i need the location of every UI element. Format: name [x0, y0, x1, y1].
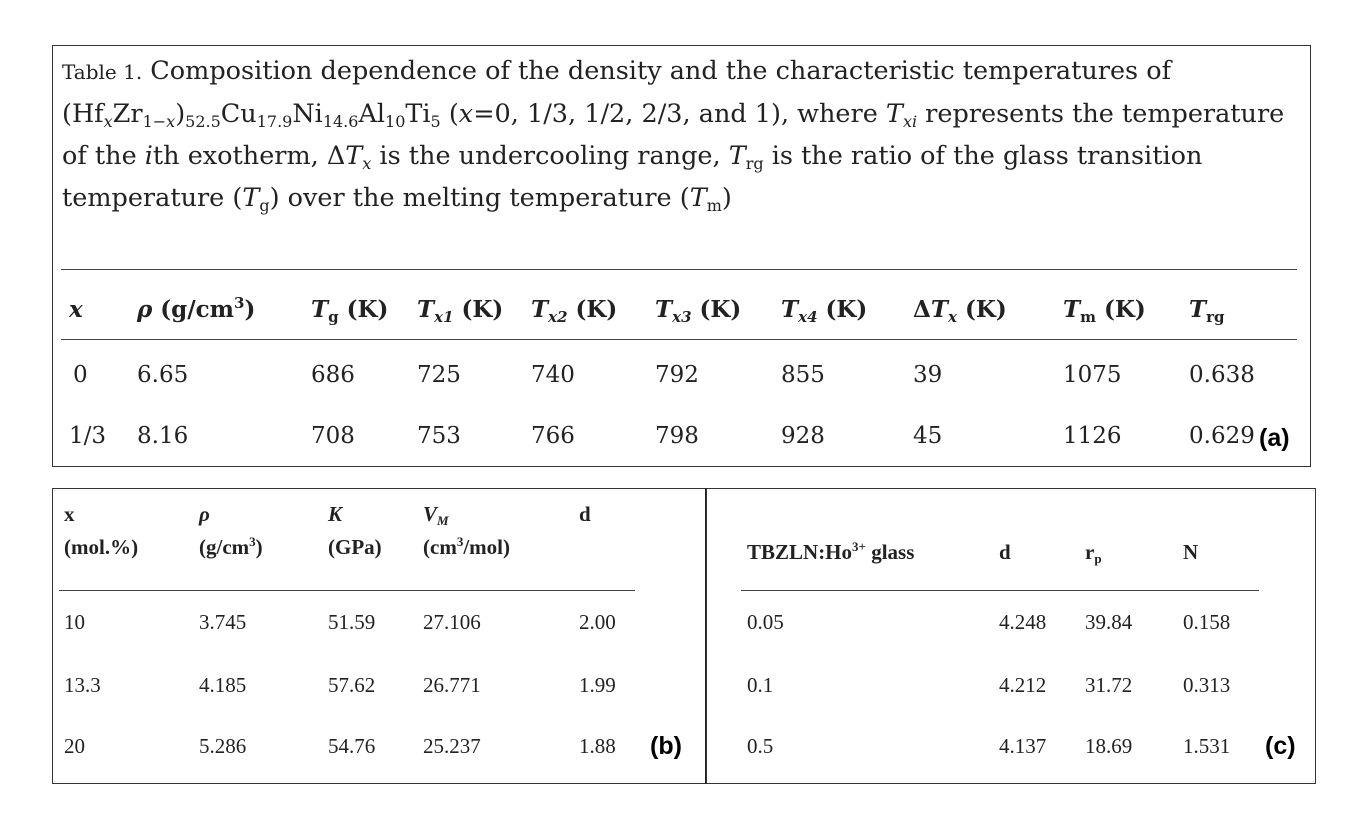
cell-trg: 0.629 [1189, 423, 1255, 449]
caption-sub: x [166, 112, 176, 131]
cell-n: 0.158 [1183, 610, 1231, 634]
col-header-x: x [69, 296, 83, 323]
cell-bulk-modulus: 54.76 [328, 734, 376, 758]
caption-text: =0, 1/3, 1/2, 2/3, and 1), where [473, 99, 886, 129]
caption-var: x [458, 99, 474, 129]
cell-x: 10 [64, 610, 85, 634]
caption-sub: g [259, 196, 270, 215]
panel-tag-c: (c) [1265, 732, 1296, 760]
col-header-tg: $T_g$ (K) [311, 296, 389, 326]
col-header-tx3: $T_{x3}$ (K) [655, 296, 742, 326]
cell-tx1: 753 [417, 423, 461, 449]
panel-a [52, 45, 1311, 467]
cell-x: 13.3 [64, 673, 101, 697]
cell-n: 1.531 [1183, 734, 1231, 758]
cell-delta-tx: 39 [913, 362, 943, 388]
cell-density: 6.65 [137, 362, 189, 388]
cell-n: 0.313 [1183, 673, 1231, 697]
col-header-glass: $TBZLN:Ho^{3+}$ glass [747, 539, 915, 564]
table-c-header-rule [741, 590, 1259, 591]
cell-density: 3.745 [199, 610, 247, 634]
cell-tx4: 855 [781, 362, 825, 388]
caption-var: T [242, 183, 260, 213]
table-a-top-rule [61, 269, 1297, 270]
caption-var: T [345, 141, 363, 171]
panel-tag-a: (a) [1259, 424, 1290, 452]
caption-text: ) over the melting temperature ( [269, 183, 690, 213]
cell-molar-volume: 27.106 [423, 610, 481, 634]
col-header-x: x (mol.%) [64, 502, 139, 559]
cell-density: 5.286 [199, 734, 247, 758]
cell-rp: 39.84 [1085, 610, 1133, 634]
panel-c [706, 488, 1316, 784]
cell-density: 4.185 [199, 673, 247, 697]
cell-tx2: 766 [531, 423, 575, 449]
cell-x: 20 [64, 734, 85, 758]
caption-text: ) [175, 99, 186, 129]
caption-sub: xi [902, 112, 918, 131]
cell-d: 1.99 [579, 673, 616, 697]
cell-tx3: 798 [655, 423, 699, 449]
caption-sub: 5 [430, 112, 441, 131]
cell-bulk-modulus: 51.59 [328, 610, 376, 634]
caption-sub: m [706, 196, 722, 215]
caption-text: is the undercooling range, [371, 141, 729, 171]
caption-text: Cu [220, 99, 257, 129]
col-header-density: ρ $(g/cm^3)$ [199, 502, 263, 559]
panel-tag-b: (b) [650, 732, 682, 760]
caption-text: is the ratio of the glass transition temperature ( [62, 141, 1203, 213]
col-header-molar-volume: $V_M$ $(cm^3/mol)$ [423, 502, 510, 559]
table-b-header-rule [59, 590, 635, 591]
cell-tx2: 740 [531, 362, 575, 388]
caption-text: Ti [405, 99, 431, 129]
col-header-tx4: $T_{x4}$ (K) [781, 296, 868, 326]
caption-text: th exotherm, Δ [152, 141, 346, 171]
col-header-tx2: $T_{x2}$ (K) [531, 296, 618, 326]
caption-sub: x [103, 112, 113, 131]
cell-rp: 18.69 [1085, 734, 1133, 758]
cell-bulk-modulus: 57.62 [328, 673, 376, 697]
caption-var: i [144, 141, 153, 171]
caption-text: Al [358, 99, 386, 129]
cell-density: 8.16 [137, 423, 189, 449]
caption-sub: rg [745, 154, 764, 173]
caption-text: represents the temperature of the [62, 99, 1285, 171]
cell-glass: 0.5 [747, 734, 774, 758]
caption-text: ( [440, 99, 459, 129]
col-header-delta-tx: $\Delta T_x$ (K) [913, 296, 1007, 326]
caption-label: Table 1. [62, 60, 143, 84]
cell-tg: 708 [311, 423, 355, 449]
table-a-header-rule [61, 339, 1297, 340]
table-caption [62, 50, 1302, 219]
caption-text: Composition dependence of the density and the characteristic temperatures of (Hf [62, 56, 1172, 129]
cell-x: 1/3 [69, 423, 107, 449]
panel-b [52, 488, 706, 784]
caption-var: T [885, 99, 903, 129]
cell-glass: 0.05 [747, 610, 784, 634]
caption-text: Ni [292, 99, 323, 129]
caption-text: ) [721, 183, 732, 213]
caption-sub: 1− [142, 112, 167, 131]
caption-var: T [728, 141, 746, 171]
caption-sub: 10 [385, 112, 406, 131]
col-header-trg: $T_{rg}$ [1189, 296, 1225, 326]
caption-sub: 52.5 [185, 112, 221, 131]
cell-tx1: 725 [417, 362, 461, 388]
cell-d: 2.00 [579, 610, 616, 634]
cell-x: 0 [73, 362, 88, 388]
cell-trg: 0.638 [1189, 362, 1255, 388]
cell-d: 4.137 [999, 734, 1047, 758]
col-header-tx1: $T_{x1}$ (K) [417, 296, 504, 326]
cell-rp: 31.72 [1085, 673, 1133, 697]
col-header-rp: $r_p$ [1085, 540, 1102, 566]
col-header-density: ρ $(g/cm^3)$ [137, 294, 256, 323]
cell-tm: 1126 [1063, 423, 1122, 449]
col-header-bulk-modulus: K (GPa) [328, 502, 382, 559]
caption-var: T [689, 183, 707, 213]
col-header-n: N [1183, 540, 1199, 564]
cell-d: 4.212 [999, 673, 1047, 697]
cell-molar-volume: 25.237 [423, 734, 481, 758]
caption-sub: x [362, 154, 372, 173]
cell-delta-tx: 45 [913, 423, 943, 449]
caption-text: Zr [112, 99, 143, 129]
cell-d: 1.88 [579, 734, 616, 758]
caption-sub: 14.6 [322, 112, 359, 131]
caption-sub: 17.9 [256, 112, 293, 131]
cell-glass: 0.1 [747, 673, 774, 697]
cell-molar-volume: 26.771 [423, 673, 481, 697]
cell-tx4: 928 [781, 423, 825, 449]
col-header-d: d [579, 502, 591, 526]
cell-tm: 1075 [1063, 362, 1122, 388]
col-header-d: d [999, 540, 1011, 564]
col-header-tm: $T_m$ (K) [1063, 296, 1146, 326]
cell-tg: 686 [311, 362, 355, 388]
cell-d: 4.248 [999, 610, 1047, 634]
cell-tx3: 792 [655, 362, 699, 388]
